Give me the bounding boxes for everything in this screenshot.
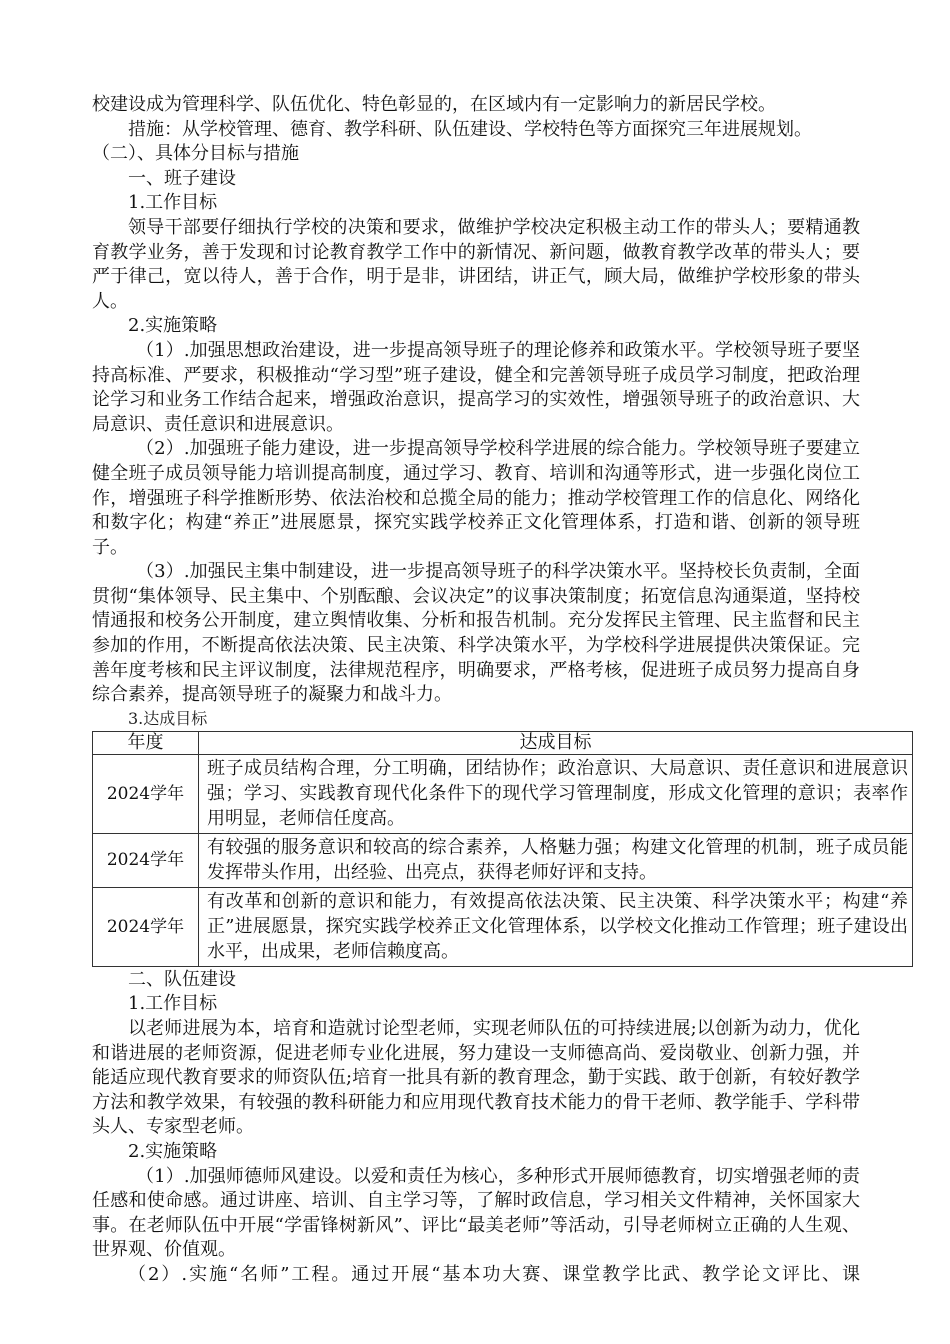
section1-achieve-heading: 3.达成目标: [128, 708, 208, 728]
section1-strategy-3: （3）.加强民主集中制建设，进一步提高领导班子的科学决策水平。坚持校长负责制，全面贯彻“集体领导、民主集中、个别酝酿、会议决定”的议事决策制度；拓宽信息沟通渠道，坚持校情通报和校务公开制度，建立舆情收集、分析和报告机制。充分发挥民主管理、民主监督和民主参加的作用，不断提高依法决策、民主决策、科学决策水平，为学校科学进展提供决策保证。完善年度考核和民主评议制度，法律规范程序，明确要求，严格考核，促进班子成员努力提高自身综合素养，提高领导班子的凝聚力和战斗力。: [92, 561, 860, 706]
section2-goal-heading: 1.工作目标: [128, 993, 218, 1015]
section2-goal-text: 以老师进展为本，培育和造就讨论型老师，实现老师队伍的可持续进展;以创新为动力，优化和谐进展的老师资源，促进老师专业化进展，努力建设一支师德高尚、爱岗敬业、创新力强，并能适应现代教育要求的师资队伍;培育一批具有新的教育理念，勤于实践、敢于创新，有较好教学方法和教学效果，有较强的教科研能力和应用现代教育技术能力的骨干老师、教学能手、学科带头人、专家型老师。: [92, 1018, 860, 1138]
measures-paragraph: 措施：从学校管理、德育、教学科研、队伍建设、学校特色等方面探究三年进展规划。: [128, 118, 812, 140]
section2-title: 二、队伍建设: [128, 968, 236, 990]
achievement-table: [92, 731, 913, 967]
table-row: [93, 754, 913, 833]
section1-strategy-1: （1）.加强思想政治建设，进一步提高领导班子的理论修养和政策水平。学校领导班子要坚持高标准、严要求，积极推动“学习型”班子建设，健全和完善领导班子成员学习制度，把政治理论学习和业务工作结合起来，增强政治意识，提高学习的实效性，增强领导班子的政治意识、大局意识、责任意识和进展意识。: [92, 339, 860, 435]
table-header-goal: 达成目标: [199, 731, 913, 754]
document-page: [92, 93, 908, 1288]
intro-line: 校建设成为管理科学、队伍优化、特色彰显的，在区域内有一定影响力的新居民学校。: [92, 94, 776, 115]
table-row: [93, 833, 913, 887]
section1-goal-text: 领导干部要仔细执行学校的决策和要求，做维护学校决定积极主动工作的带头人；要精通教育教学业务，善于发现和讨论教育教学工作中的新情况、新问题，做教育教学改革的带头人；要严于律己，宽以待人，善于合作，明于是非，讲团结，讲正气，顾大局，做维护学校形象的带头人。: [92, 216, 860, 312]
table-header-year: 年度: [93, 731, 199, 754]
section2-strategy-heading: 2.实施策略: [128, 1141, 218, 1162]
table-row: [93, 887, 913, 966]
section1-strategy-heading: 2.实施策略: [128, 315, 218, 337]
section1-strategy-2: （2）.加强班子能力建设，进一步提高领导学校科学进展的综合能力。学校领导班子要建立健全班子成员领导能力培训提高制度，通过学习、教育、培训和沟通等形式，进一步强化岗位工作，增强班子科学推断形势、依法治校和总揽全局的能力；推动学校管理工作的信息化、网络化和数字化；构建“养正”进展愿景，探究实践学校养正文化管理体系，打造和谐、创新的领导班子。: [92, 438, 860, 558]
section1-goal-heading: 1.工作目标: [128, 192, 218, 214]
table-cell-year: 2024学年: [93, 833, 199, 887]
section2-strategy-1: （1）.加强师德师风建设。以爱和责任为核心，多种形式开展师德教育，切实增强老师的责任感和使命感。通过讲座、培训、自主学习等，了解时政信息，学习相关文件精神，关怀国家大事。在老师队伍中开展“学雷锋树新风”、评比“最美老师”等活动，引导老师树立正确的人生观、世界观、价值观。: [92, 1165, 860, 1261]
section2-strategy-2: （2）.实施“名师”工程。通过开展“基本功大赛、课堂教学比武、教学论文评比、课: [128, 1263, 860, 1285]
sub-heading: （二）、具体分目标与措施: [92, 143, 299, 165]
table-cell-year: 2024学年: [93, 887, 199, 966]
section1-title: 一、班子建设: [128, 167, 236, 189]
table-cell-goal: 有较强的服务意识和较高的综合素养，人格魅力强；构建文化管理的机制，班子成员能发挥带头作用，出经验、出亮点，获得老师好评和支持。: [199, 833, 913, 887]
table-header-row: [93, 731, 913, 754]
table-cell-goal: 班子成员结构合理，分工明确，团结协作；政治意识、大局意识、责任意识和进展意识强；学习、实践教育现代化条件下的现代学习管理制度，形成文化管理的意识；表率作用明显，老师信任度高。: [199, 754, 913, 833]
table-cell-year: 2024学年: [93, 754, 199, 833]
table-cell-goal: 有改革和创新的意识和能力，有效提高依法决策、民主决策、科学决策水平；构建“养正”进展愿景，探究实践学校养正文化管理体系，以学校文化推动工作管理；班子建设出水平，出成果，老师信赖度高。: [199, 887, 913, 966]
